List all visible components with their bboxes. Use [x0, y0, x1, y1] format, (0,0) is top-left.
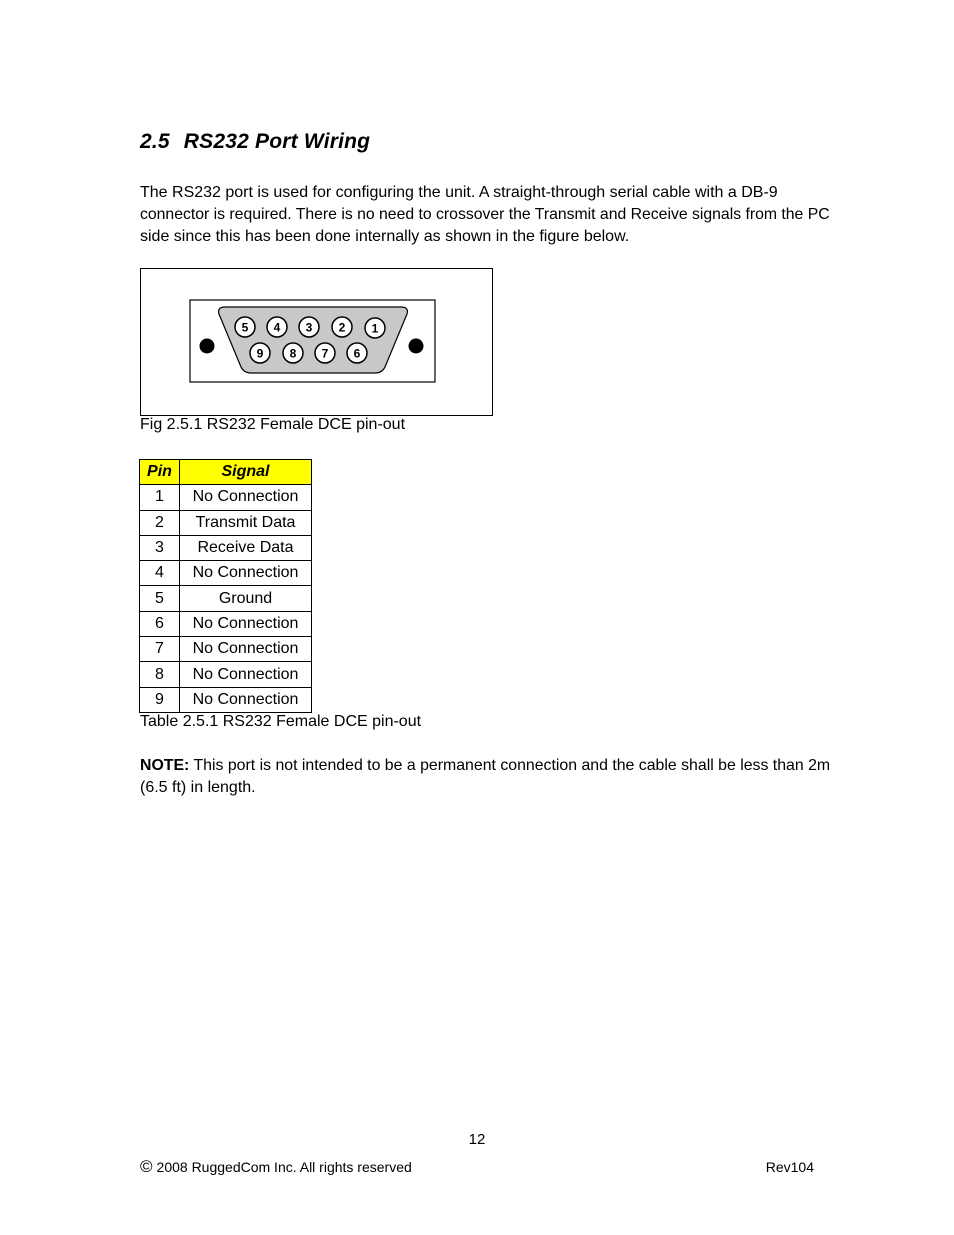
pin-9 — [250, 343, 270, 363]
svg-text:3: 3 — [305, 320, 313, 335]
pin-cell: 2 — [140, 510, 180, 535]
svg-text:2: 2 — [338, 320, 346, 335]
copyright-text: 2008 RuggedCom Inc. All rights reserved — [156, 1159, 412, 1175]
table-row — [140, 662, 312, 687]
pin-8 — [283, 343, 303, 363]
pin-cell: 4 — [140, 561, 180, 586]
note-line-1 — [140, 755, 831, 777]
note-text: This port is not intended to be a permanent connection and the cable shall be less than 2m — [189, 757, 831, 774]
header-pin: Pin — [140, 460, 180, 485]
intro-line-2: connector is required. There is no need to crossover the Transmit and Receive signals from the PC — [140, 206, 830, 223]
signal-cell: Receive Data — [180, 535, 312, 560]
svg-text:8: 8 — [289, 346, 297, 361]
svg-text:4: 4 — [273, 320, 281, 335]
section-number: 2.5 — [140, 130, 170, 153]
db9-figure — [140, 268, 493, 416]
pin-cell: 3 — [140, 535, 180, 560]
signal-cell: No Connection — [180, 485, 312, 510]
table-row — [140, 535, 312, 560]
pinout-table — [139, 459, 312, 713]
table-row — [140, 611, 312, 636]
pin-4 — [267, 317, 287, 337]
note-line-2: (6.5 ft) in length. — [140, 779, 256, 796]
section-title: RS232 Port Wiring — [183, 130, 371, 153]
svg-text:6: 6 — [353, 346, 361, 361]
signal-cell: Transmit Data — [180, 510, 312, 535]
pin-cell: 6 — [140, 611, 180, 636]
pin-6 — [347, 343, 367, 363]
svg-text:9: 9 — [256, 346, 264, 361]
figure-caption: Fig 2.5.1 RS232 Female DCE pin-out — [140, 416, 406, 433]
pin-cell: 7 — [140, 637, 180, 662]
signal-cell: No Connection — [180, 687, 312, 712]
section-heading — [140, 130, 370, 154]
svg-text:7: 7 — [321, 346, 329, 361]
table-caption: Table 2.5.1 RS232 Female DCE pin-out — [140, 713, 422, 730]
pin-cell: 9 — [140, 687, 180, 712]
intro-line-3: side since this has been done internally as shown in the figure below. — [140, 228, 630, 245]
db9-connector-diagram — [141, 269, 492, 415]
table-row — [140, 510, 312, 535]
pin-cell: 8 — [140, 662, 180, 687]
signal-cell: No Connection — [180, 561, 312, 586]
footer-revision: Rev104 — [765, 1159, 814, 1175]
table-header-row — [140, 460, 312, 485]
table-row — [140, 586, 312, 611]
pin-3 — [299, 317, 319, 337]
mounting-hole-right — [409, 339, 424, 354]
table-row — [140, 637, 312, 662]
intro-line-1: The RS232 port is used for configuring the unit. A straight-through serial cable with a DB-9 — [140, 184, 778, 201]
pin-2 — [332, 317, 352, 337]
signal-cell: No Connection — [180, 637, 312, 662]
svg-text:5: 5 — [241, 320, 249, 335]
signal-cell: Ground — [180, 586, 312, 611]
mounting-hole-left — [200, 339, 215, 354]
page-number: 12 — [468, 1131, 486, 1148]
footer-copyright — [140, 1157, 412, 1177]
table-row — [140, 561, 312, 586]
header-signal: Signal — [180, 460, 312, 485]
pin-5 — [235, 317, 255, 337]
svg-text:1: 1 — [371, 321, 379, 336]
pin-cell: 1 — [140, 485, 180, 510]
table-row — [140, 485, 312, 510]
note-label: NOTE: — [140, 757, 190, 774]
table-row — [140, 687, 312, 712]
note-paragraph — [140, 755, 830, 799]
signal-cell: No Connection — [180, 662, 312, 687]
pin-cell: 5 — [140, 586, 180, 611]
pin-1 — [365, 318, 385, 338]
copyright-icon: © — [140, 1157, 153, 1176]
signal-cell: No Connection — [180, 611, 312, 636]
pin-7 — [315, 343, 335, 363]
intro-paragraph — [140, 182, 830, 248]
